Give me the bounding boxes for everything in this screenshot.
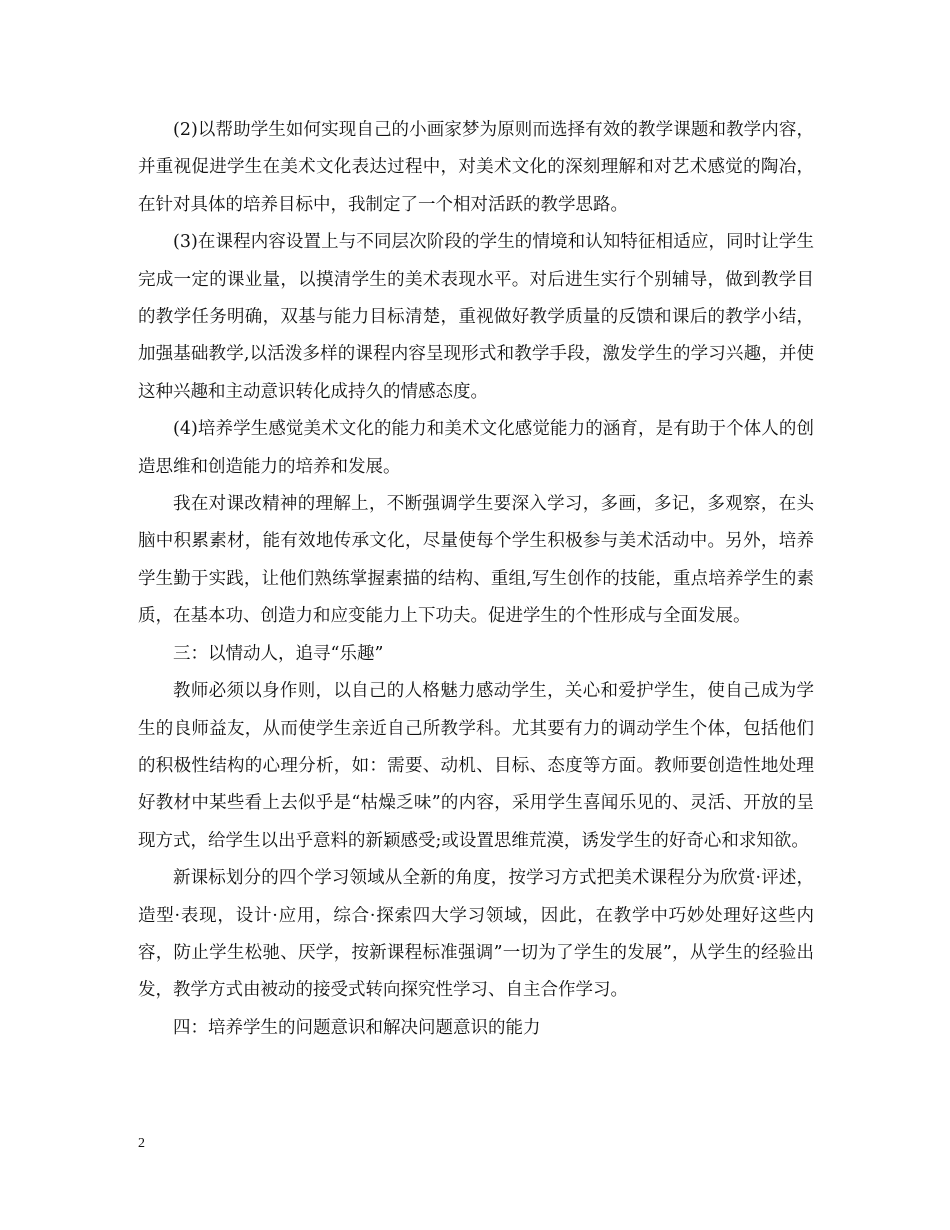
paragraph-item-4: (4)培养学生感觉美术文化的能力和美术文化感觉能力的涵育，是有助于个体人的创造思维和创造能力的培养和发展。 — [138, 419, 814, 477]
paragraph-item-2: (2)以帮助学生如何实现自己的小画家梦为原则而选择有效的教学课题和教学内容，并重视促进学生在美术文化表达过程中，对美术文化的深刻理解和对艺术感觉的陶冶，在针对具体的培养目标中，我制定了一个相对活跃的教学思路。 — [138, 120, 814, 215]
paragraph-curriculum-domains: 新课标划分的四个学习领域从全新的角度，按学习方式把美术课程分为欣赏·评述，造型·表现，设计·应用，综合·探索四大学习领域，因此，在教学中巧妙处理好这些内容，防止学生松驰、厌学，按新课程标准强调”一切为了学生的发展”，从学生的经验出发，教学方式由被动的接受式转向探究性学习、自主合作学习。 — [138, 868, 814, 1001]
page-number: 2 — [138, 1136, 145, 1151]
paragraph-item-3: (3)在课程内容设置上与不同层次阶段的学生的情境和认知特征相适应，同时让学生完成一定的课业量，以摸清学生的美术表现水平。对后进生实行个别辅导，做到教学目的教学任务明确，双基与能力目标清楚，重视做好教学质量的反馈和课后的教学小结，加强基础教学,以活泼多样的课程内容呈现形式和教学手段，激发学生的学习兴趣，并使这种兴趣和主动意识转化成持久的情感态度。 — [138, 232, 814, 402]
section-heading-three: 三：以情动人，追寻“乐趣” — [173, 643, 384, 664]
document-body — [138, 112, 814, 1047]
paragraph-teacher-example: 教师必须以身作则，以自己的人格魅力感动学生，关心和爱护学生，使自己成为学生的良师益友，从而使学生亲近自己所教学科。尤其要有力的调动学生个体，包括他们的积极性结构的心理分析，如：需要、动机、目标、态度等方面。教师要创造性地处理好教材中某些看上去似乎是“枯燥乏味”的内容，采用学生喜闻乐见的、灵活、开放的呈现方式，给学生以出乎意料的新颖感受;或设置思维荒漠，诱发学生的好奇心和求知欲。 — [138, 681, 814, 851]
section-heading-four: 四：培养学生的问题意识和解决问题意识的能力 — [173, 1017, 541, 1038]
paragraph-practice: 我在对课改精神的理解上，不断强调学生要深入学习，多画，多记，多观察，在头脑中积累素材，能有效地传承文化，尽量使每个学生积极参与美术活动中。另外，培养学生勤于实践，让他们熟练掌握素描的结构、重组,写生创作的技能，重点培养学生的素质，在基本功、创造力和应变能力上下功夫。促进学生的个性形成与全面发展。 — [138, 494, 814, 627]
